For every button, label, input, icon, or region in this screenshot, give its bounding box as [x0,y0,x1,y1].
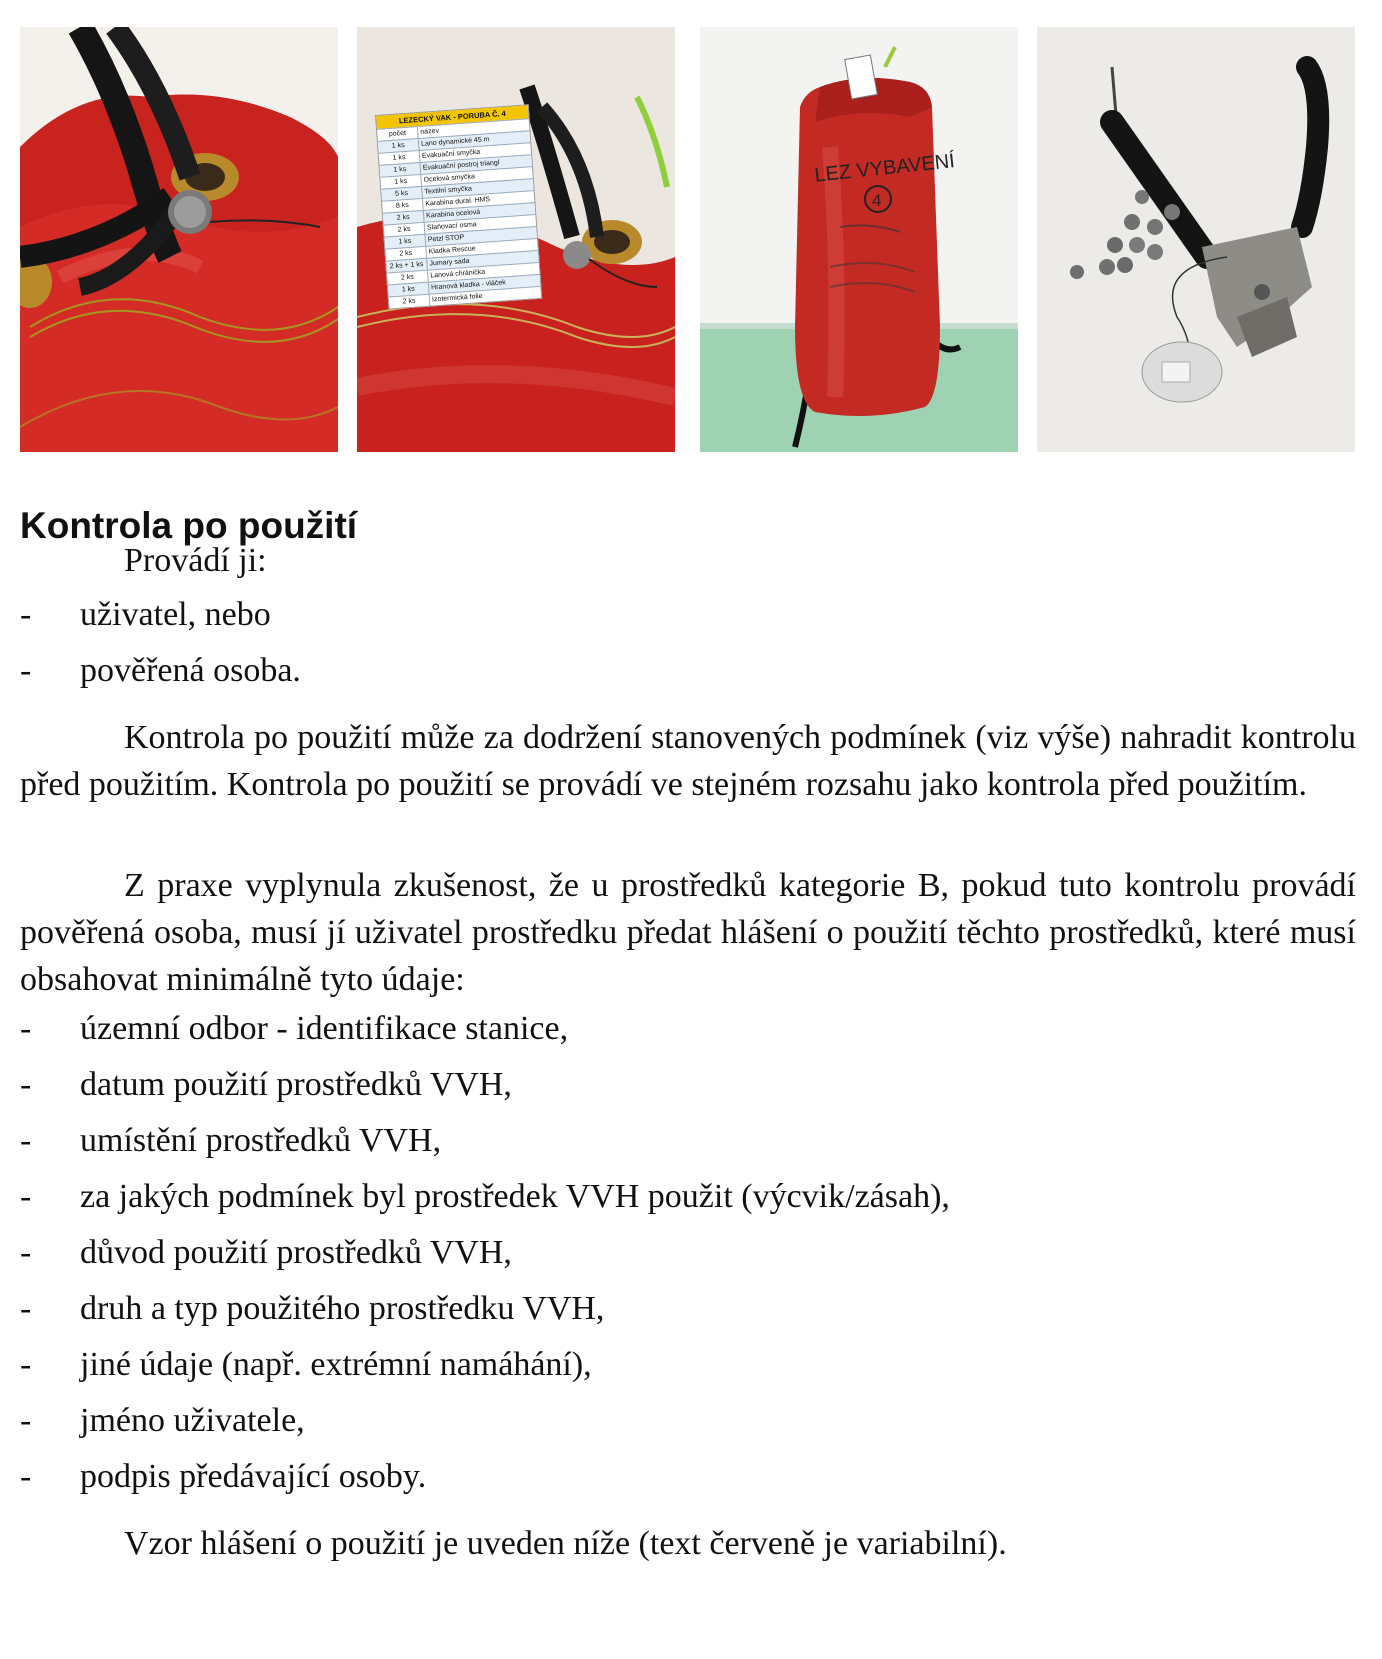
tag-count: 1 ks [378,139,420,153]
photo-bag-seal-closeup [20,27,338,452]
tag-item: Kladka Rescue [428,245,476,256]
photo-bag-standing [700,27,1018,452]
bullet-dash: - [20,1402,32,1439]
tag-count: 1 ks [388,283,430,297]
performed-by-intro: Provádí ji: [124,542,267,579]
tag-item: Evakuační postroj triangl [422,159,500,172]
bullet-dash: - [20,596,32,633]
bullet-dash: - [20,1122,32,1159]
tag-item: Slaňovací osma [426,221,477,232]
paragraph-replacement: Kontrola po použití může za dodržení stanovených podmínek (viz výše) nahradit kontrolu před použitím. Kontrola po použití se provádí ve stejném rozsahu jako kontrola před použitím. [20,719,1356,803]
bullet-dash: - [20,1458,32,1495]
tag-item: Ocelová smyčka [423,173,476,184]
tag-item: Izotermická folie [431,292,483,304]
bullet-dash: - [20,1010,32,1047]
requirement-text: územní odbor - identifikace stanice, [80,1010,569,1047]
bag-marker-label: LEZ VYBAVENÍ [813,150,956,187]
bag-marker-number: 4 [872,191,882,210]
tag-item: Karabina ocelová [425,208,481,220]
requirement-text: jiné údaje (např. extrémní namáhání), [80,1346,592,1383]
tag-count: 5 ks [381,187,423,201]
bullet-dash: - [20,1066,32,1103]
section-heading: Kontrola po použití [20,505,358,546]
tag-count: 2 ks [389,295,431,309]
requirement-text: datum použití prostředků VVH, [80,1066,512,1103]
closing-note: Vzor hlášení o použití je uveden níže (text červeně je variabilní). [124,1525,1007,1562]
tag-count: 2 ks [383,211,425,225]
bullet-dash: - [20,1346,32,1383]
tag-item: Petzl STOP [427,234,465,244]
requirement-text: umístění prostředků VVH, [80,1122,442,1159]
bullet-dash: - [20,652,32,689]
paragraph-report-requirement: Z praxe vyplynula zkušenost, že u prostředků kategorie B, pokud tuto kontrolu provádí pověřená osoba, musí jí uživatel prostředku předat hlášení o použití těchto prostředků, které musí obsahovat minimálně tyto údaje: [20,867,1356,998]
tag-col-count: počet [377,127,419,141]
requirement-text: jméno uživatele, [80,1402,305,1439]
requirement-text: důvod použití prostředků VVH, [80,1234,512,1271]
requirement-text: podpis předávající osoby. [80,1458,427,1495]
tag-item: Jumary sada [429,257,470,268]
tag-col-name: název [420,127,440,136]
bullet-dash: - [20,1234,32,1271]
tag-count: 1 ks [385,235,427,249]
tag-count: 8 ks [382,199,424,213]
performer-text: pověřená osoba. [80,652,301,689]
tag-count: 2 ks [387,271,429,285]
tag-count: 2 ks [384,223,426,237]
tag-item: Lano dynamické 45 m [420,136,490,148]
performer-text: uživatel, nebo [80,596,271,633]
tag-count: 2 ks + 1 ks [386,259,428,273]
tag-title: LEZECKÝ VAK - PORUBA Č. 4 [376,105,529,129]
photo-strip [0,0,1382,460]
bullet-dash: - [20,1178,32,1215]
tag-item: Karabina dural. HMS [425,196,491,208]
requirement-text: druh a typ použitého prostředku VVH, [80,1290,605,1327]
tag-item: Lanová chránička [430,268,486,280]
equipment-tag [375,104,542,309]
bullet-dash: - [20,1290,32,1327]
tag-item: Evakuační smyčka [421,148,481,160]
requirement-text: za jakých podmínek byl prostředek VVH použit (výcvik/zásah), [80,1178,950,1215]
photo-seal-pliers [1037,27,1355,452]
tag-count: 1 ks [380,175,422,189]
tag-count: 2 ks [385,247,427,261]
tag-count: 1 ks [380,163,422,177]
photo-bag-equipment-tag [357,27,675,452]
tag-count: 1 ks [379,151,421,165]
tag-item: Hranová kladka - vláček [430,279,506,292]
tag-item: Textilní smyčka [424,185,473,196]
